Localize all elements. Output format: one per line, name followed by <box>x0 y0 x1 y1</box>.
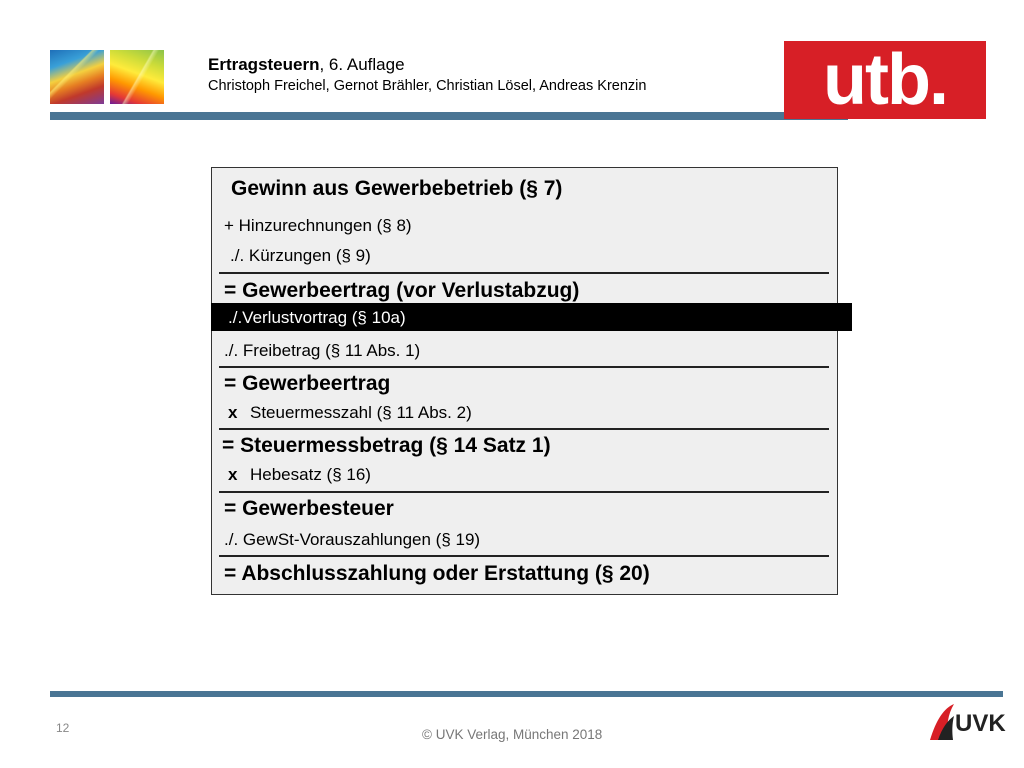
copyright: © UVK Verlag, München 2018 <box>422 727 603 742</box>
multiply-sign: x <box>228 403 238 422</box>
scheme-row-steuermesszahl: Steuermesszahl (§ 11 Abs. 2) <box>250 403 472 422</box>
divider-line <box>219 272 829 274</box>
book-title-edition: , 6. Auflage <box>319 55 405 74</box>
divider-line <box>219 555 829 557</box>
scheme-row-verlustvortrag: ./.Verlustvortrag (§ 10a) <box>228 308 406 327</box>
scheme-row-steuermessbetrag: = Steuermessbetrag (§ 14 Satz 1) <box>222 434 551 457</box>
cover-thumbnail-1 <box>50 50 104 104</box>
divider-line <box>219 428 829 430</box>
scheme-row-hinzurechnungen: + Hinzurechnungen (§ 8) <box>224 216 412 235</box>
scheme-row-vorauszahlungen: ./. GewSt-Vorauszahlungen (§ 19) <box>224 530 481 549</box>
scheme-row-hebesatz: Hebesatz (§ 16) <box>250 465 371 484</box>
scheme-row-gewerbesteuer: = Gewerbesteuer <box>224 497 394 520</box>
scheme-row-kuerzungen: ./. Kürzungen (§ 9) <box>230 246 371 265</box>
divider-line <box>219 491 829 493</box>
utb-logo: utb. <box>784 41 986 119</box>
book-title-bold: Ertragsteuern <box>208 55 320 74</box>
header-rule <box>50 112 848 120</box>
page-number: 12 <box>56 721 70 735</box>
divider-line <box>219 366 829 368</box>
scheme-row-freibetrag: ./. Freibetrag (§ 11 Abs. 1) <box>224 341 421 360</box>
scheme-row-gewerbeertrag-vor-verlustabzug: = Gewerbeertrag (vor Verlustabzug) <box>224 279 580 302</box>
scheme-row-abschlusszahlung: = Abschlusszahlung oder Erstattung (§ 20) <box>224 562 650 585</box>
authors: Christoph Freichel, Gernot Brähler, Christian Lösel, Andreas Krenzin <box>208 78 647 94</box>
footer-rule <box>50 691 1003 697</box>
book-title <box>208 55 405 75</box>
uvk-logo-text: UVK <box>955 710 1006 737</box>
multiply-sign: x <box>228 465 238 484</box>
scheme-row-gewerbeertrag: = Gewerbeertrag <box>224 372 391 395</box>
scheme-row-gewinn: Gewinn aus Gewerbebetrieb (§ 7) <box>231 177 563 200</box>
cover-thumbnail-2 <box>110 50 164 104</box>
